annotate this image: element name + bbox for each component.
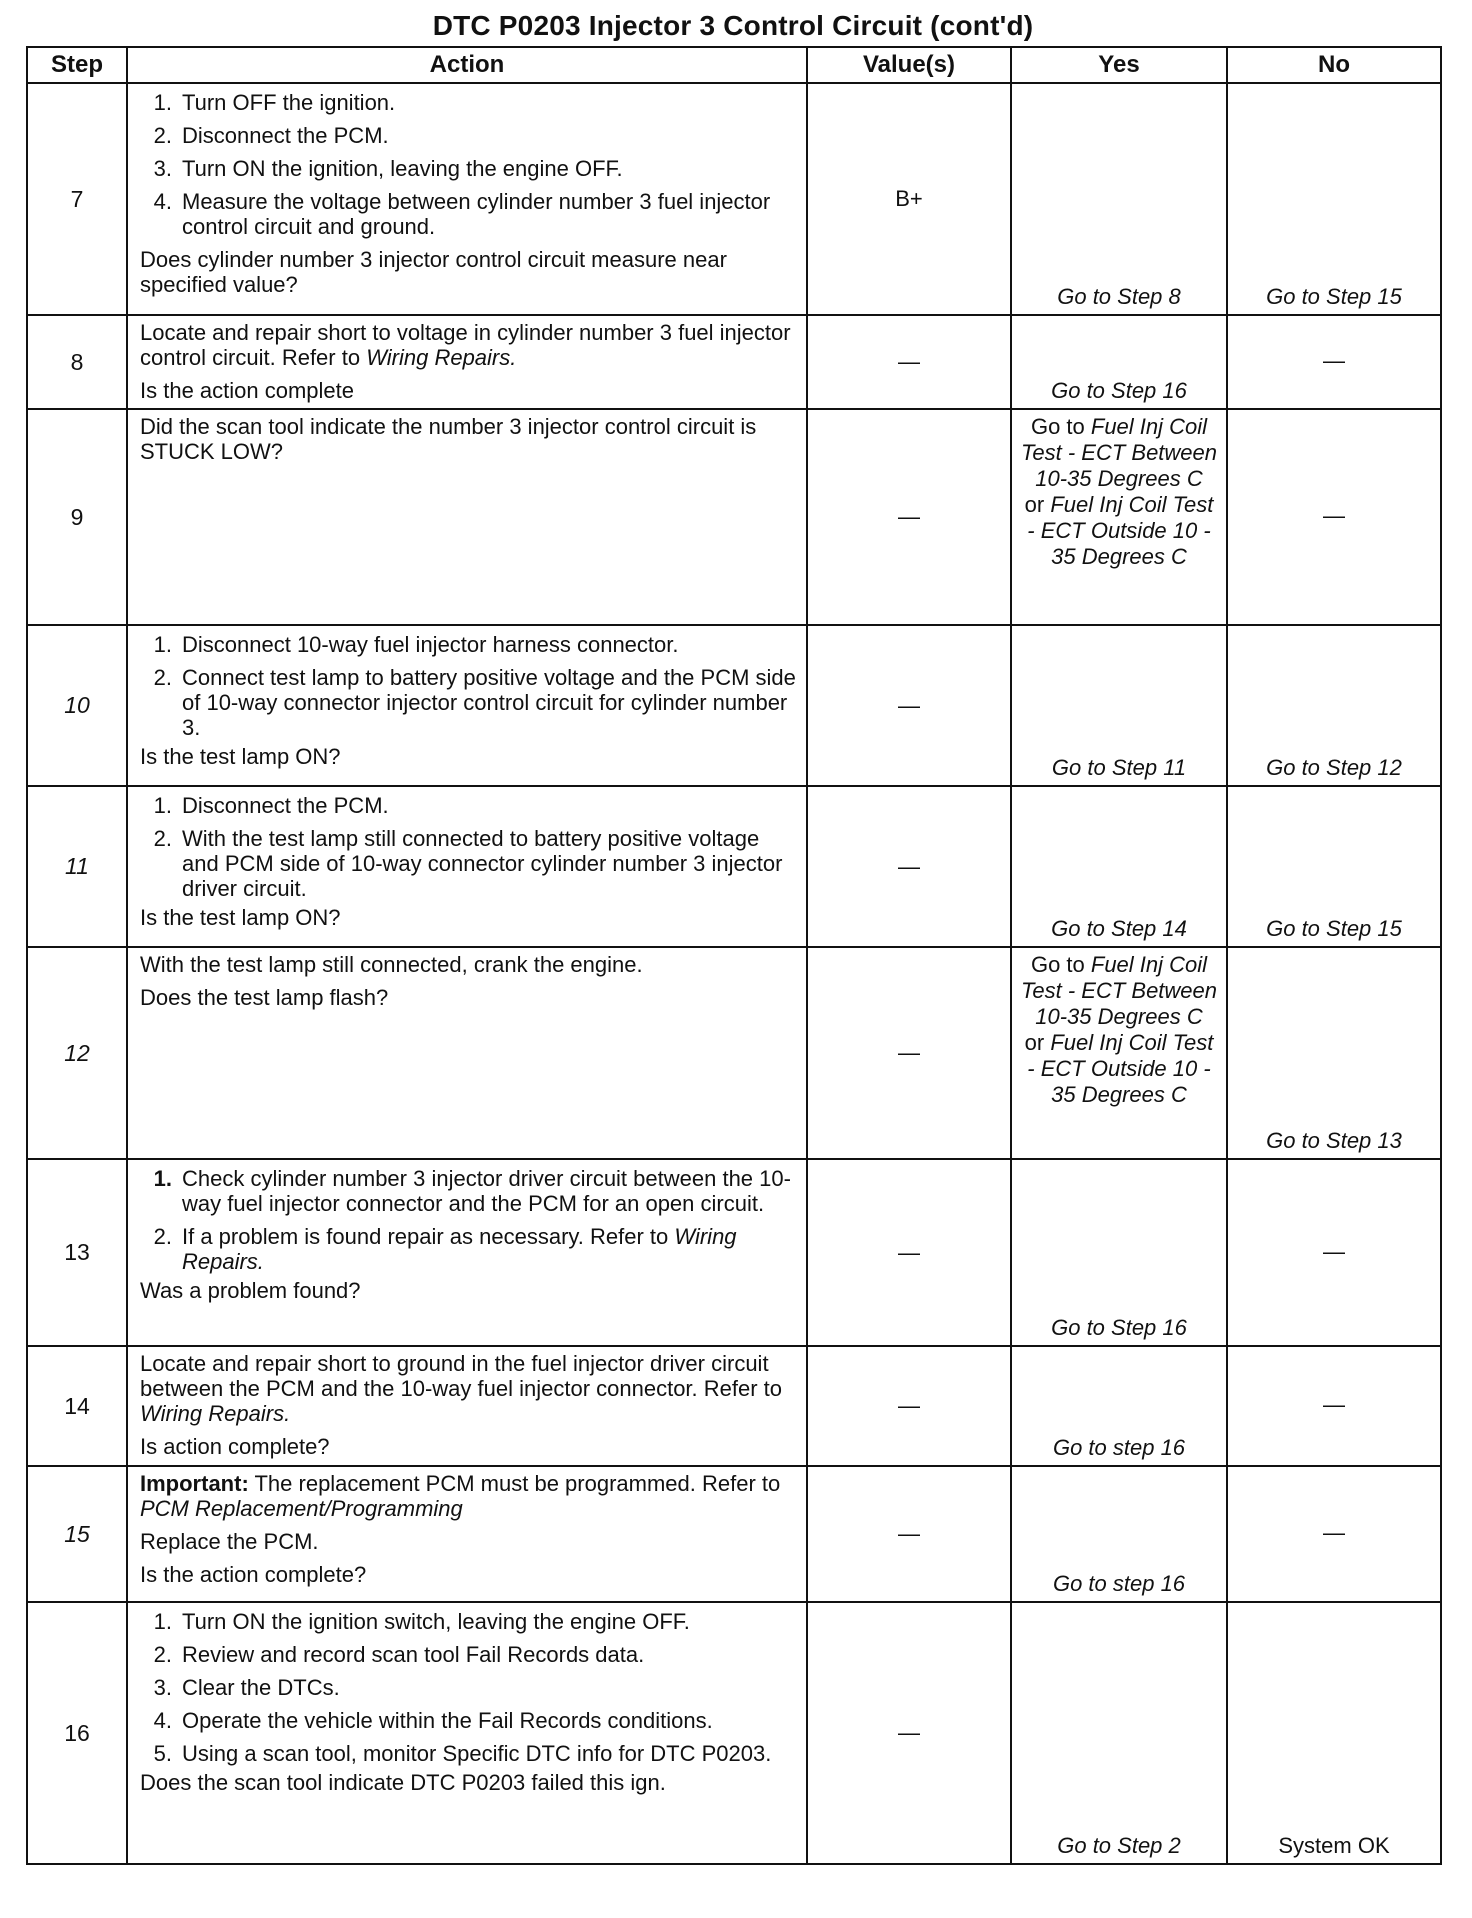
table-row-step-10 <box>27 625 1441 786</box>
header-row <box>27 47 1441 83</box>
table-row-step-13 <box>27 1159 1441 1346</box>
step-number: 11 <box>27 786 127 947</box>
table-row-step-12 <box>27 947 1441 1159</box>
table-row-step-7 <box>27 83 1441 315</box>
action-cell <box>127 1159 807 1346</box>
yes-cell: Go to Fuel Inj Coil Test - ECT Between 10-35 Degrees C or Fuel Inj Coil Test - ECT Outside 10 - 35 Degrees C <box>1011 409 1227 625</box>
reference-link: PCM Replacement/Programming <box>140 1496 463 1521</box>
step-number: 9 <box>27 409 127 625</box>
table-row-step-15 <box>27 1466 1441 1602</box>
table-row-step-9 <box>27 409 1441 625</box>
value-cell: — <box>807 786 1011 947</box>
page-title: DTC P0203 Injector 3 Control Circuit (cont'd) <box>432 10 1034 41</box>
list-item: 5. Using a scan tool, monitor Specific DTC info for DTC P0203. <box>153 1741 772 1766</box>
list-item: 2. Connect test lamp to battery positive voltage and the PCM side of 10-way connector injector control circuit for cylinder number 3. <box>153 665 796 740</box>
value-cell: — <box>807 1346 1011 1466</box>
list-item: 1. Disconnect 10-way fuel injector harness connector. <box>153 632 679 657</box>
table-row-step-14 <box>27 1346 1441 1466</box>
yes-cell: Go to Fuel Inj Coil Test - ECT Between 10-35 Degrees C or Fuel Inj Coil Test - ECT Outside 10 - 35 Degrees C <box>1011 947 1227 1159</box>
diagnostic-table <box>26 46 1442 1865</box>
value-cell: B+ <box>807 83 1011 315</box>
list-item: 2. Disconnect the PCM. <box>153 123 389 148</box>
important-note: Important: The replacement PCM must be programmed. Refer to PCM Replacement/Programming <box>140 1471 781 1521</box>
reference-link: Wiring Repairs. <box>182 1224 737 1274</box>
step-number: 15 <box>27 1466 127 1602</box>
action-question: Is action complete? <box>140 1434 330 1459</box>
no-cell: — <box>1227 1346 1441 1466</box>
yes-cell: Go to step 16 <box>1011 1466 1227 1602</box>
action-question: Is the test lamp ON? <box>140 744 341 769</box>
action-cell <box>127 1602 807 1864</box>
no-cell: — <box>1227 409 1441 625</box>
list-item: 1. Turn OFF the ignition. <box>153 90 396 115</box>
header-yes: Yes <box>1011 47 1227 83</box>
no-cell: Go to Step 13 <box>1227 947 1441 1159</box>
list-item: 3. Clear the DTCs. <box>153 1675 340 1700</box>
table-row-step-16 <box>27 1602 1441 1864</box>
action-cell <box>127 83 807 315</box>
yes-cell: Go to Step 8 <box>1011 83 1227 315</box>
yes-cell: Go to Step 11 <box>1011 625 1227 786</box>
value-cell: — <box>807 1466 1011 1602</box>
step-number: 12 <box>27 947 127 1159</box>
no-cell: — <box>1227 1466 1441 1602</box>
action-question: Does cylinder number 3 injector control circuit measure near specified value? <box>140 247 727 297</box>
list-item: 4. Measure the voltage between cylinder number 3 fuel injector control circuit and ground. <box>153 189 771 239</box>
header-no: No <box>1227 47 1441 83</box>
list-item: 1. Check cylinder number 3 injector driver circuit between the 10-way fuel injector connector and the PCM for an open circuit. <box>153 1166 791 1216</box>
list-item: 4. Operate the vehicle within the Fail Records conditions. <box>153 1708 713 1733</box>
action-text: With the test lamp still connected, crank the engine. <box>140 952 643 977</box>
list-item: 2. Review and record scan tool Fail Records data. <box>153 1642 645 1667</box>
no-cell: Go to Step 12 <box>1227 625 1441 786</box>
action-cell <box>127 315 807 409</box>
list-item: 2. If a problem is found repair as necessary. Refer to Wiring Repairs. <box>153 1224 737 1274</box>
action-question: Is the action complete <box>140 378 355 403</box>
header-action: Action <box>127 47 807 83</box>
action-text: Locate and repair short to voltage in cylinder number 3 fuel injector control circuit. Refer to Wiring Repairs. <box>140 320 791 370</box>
no-cell: Go to Step 15 <box>1227 786 1441 947</box>
action-cell <box>127 947 807 1159</box>
action-cell <box>127 1466 807 1602</box>
list-item: 3. Turn ON the ignition, leaving the engine OFF. <box>153 156 623 181</box>
action-cell <box>127 786 807 947</box>
no-cell: — <box>1227 315 1441 409</box>
no-cell: — <box>1227 1159 1441 1346</box>
no-cell: Go to Step 15 <box>1227 83 1441 315</box>
reference-link: Wiring Repairs. <box>140 1401 291 1426</box>
step-number: 8 <box>27 315 127 409</box>
yes-cell: Go to Step 14 <box>1011 786 1227 947</box>
table-row-step-11 <box>27 786 1441 947</box>
action-question: Does the test lamp flash? <box>140 985 389 1010</box>
list-item: 1. Disconnect the PCM. <box>153 793 389 818</box>
step-number: 7 <box>27 83 127 315</box>
table-row-step-8 <box>27 315 1441 409</box>
action-cell <box>127 409 807 625</box>
value-cell: — <box>807 947 1011 1159</box>
header-step: Step <box>27 47 127 83</box>
action-question: Was a problem found? <box>140 1278 361 1303</box>
no-cell: System OK <box>1227 1602 1441 1864</box>
step-number: 13 <box>27 1159 127 1346</box>
value-cell: — <box>807 409 1011 625</box>
step-number: 10 <box>27 625 127 786</box>
action-question: Is the action complete? <box>140 1562 367 1587</box>
action-cell <box>127 1346 807 1466</box>
action-cell <box>127 625 807 786</box>
value-cell: — <box>807 1602 1011 1864</box>
value-cell: — <box>807 1159 1011 1346</box>
step-number: 16 <box>27 1602 127 1864</box>
yes-cell: Go to Step 16 <box>1011 315 1227 409</box>
yes-cell: Go to step 16 <box>1011 1346 1227 1466</box>
action-question: Is the test lamp ON? <box>140 905 341 930</box>
action-question: Does the scan tool indicate DTC P0203 failed this ign. <box>140 1770 666 1795</box>
action-text: Replace the PCM. <box>140 1529 319 1554</box>
action-text: Locate and repair short to ground in the fuel injector driver circuit between the PCM and the 10-way fuel injector connector. Refer to Wiring Repairs. <box>140 1351 783 1426</box>
yes-cell: Go to Step 16 <box>1011 1159 1227 1346</box>
action-question: Did the scan tool indicate the number 3 injector control circuit is STUCK LOW? <box>140 414 757 464</box>
value-cell: — <box>807 625 1011 786</box>
step-number: 14 <box>27 1346 127 1466</box>
reference-link: Wiring Repairs. <box>366 345 517 370</box>
value-cell: — <box>807 315 1011 409</box>
header-values: Value(s) <box>807 47 1011 83</box>
yes-cell: Go to Step 2 <box>1011 1602 1227 1864</box>
list-item: 2. With the test lamp still connected to battery positive voltage and PCM side of 10-way connector cylinder number 3 injector driver circuit. <box>153 826 783 901</box>
list-item: 1. Turn ON the ignition switch, leaving the engine OFF. <box>153 1609 690 1634</box>
